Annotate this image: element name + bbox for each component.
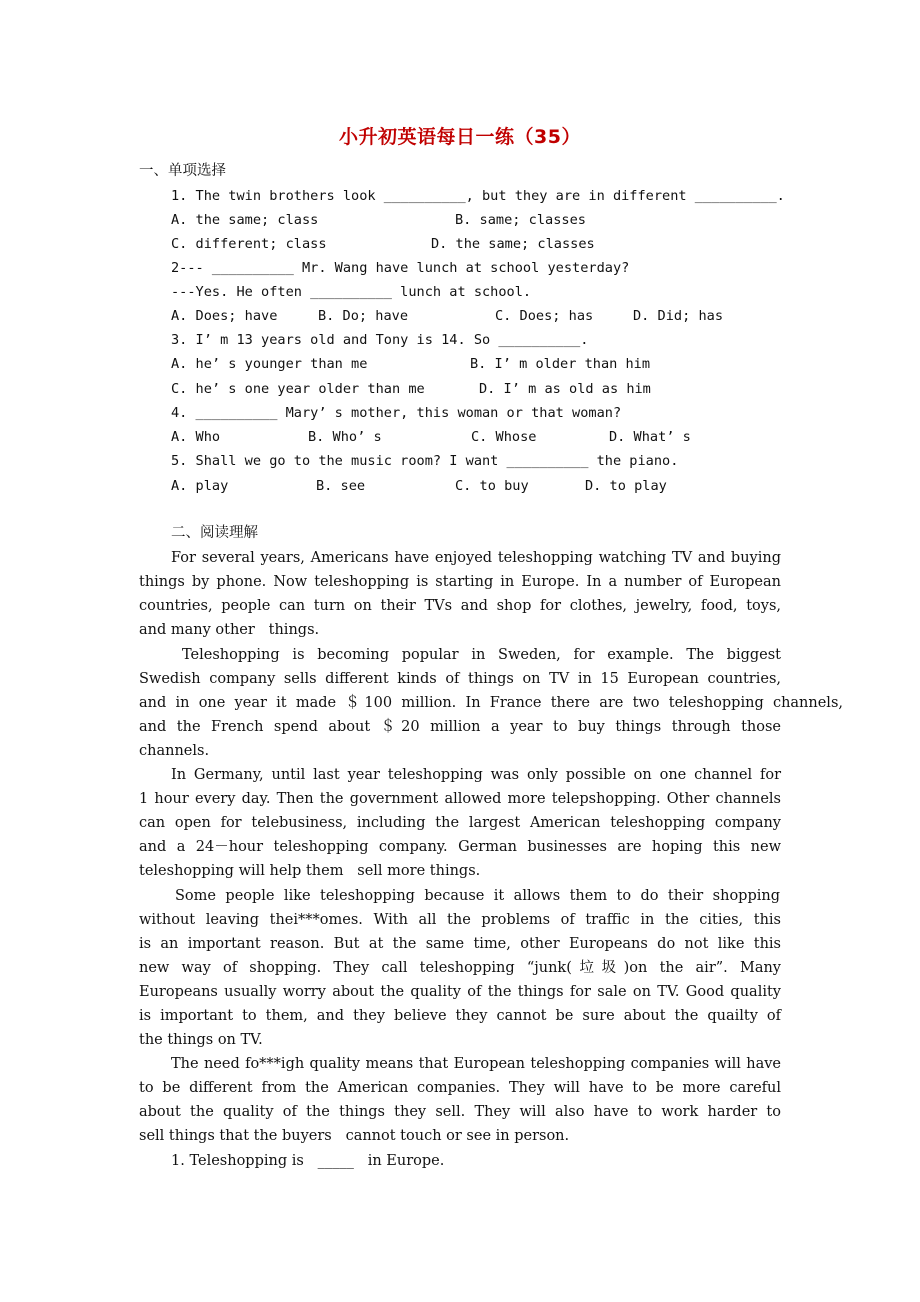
- question-2-stem-response: ---Yes. He often __________ lunch at school.: [171, 284, 532, 300]
- question-2-option-a: A. Does; have: [171, 308, 278, 324]
- question-3-option-b: B. I’ m older than him: [470, 356, 651, 372]
- paragraph-line: and many other things.: [139, 622, 320, 638]
- question-2-option-b: B. Do; have: [318, 308, 409, 324]
- paragraph-line: things by phone. Now teleshopping is starting in Europe. In a number of European: [139, 574, 781, 590]
- question-4-option-b: B. Who’ s: [308, 429, 382, 445]
- question-5-option-b: B. see: [316, 478, 366, 494]
- paragraph-line: and a 24－hour teleshopping company. German businesses are hoping this new: [139, 839, 781, 855]
- question-1-option-d: D. the same; classes: [431, 236, 595, 252]
- question-1-stem: 1. The twin brothers look __________, but they are in different __________.: [171, 188, 785, 204]
- paragraph-line: is an important reason. But at the same time, other Europeans do not like this: [139, 936, 781, 952]
- paragraph-line: For several years, Americans have enjoyed teleshopping watching TV and buying: [171, 550, 781, 566]
- question-3-stem: 3. I’ m 13 years old and Tony is 14. So __________.: [171, 332, 589, 348]
- question-3-option-a: A. he’ s younger than me: [171, 356, 368, 372]
- question-5-option-c: C. to buy: [455, 478, 529, 494]
- question-1-option-a: A. the same; class: [171, 212, 319, 228]
- paragraph-line: without leaving thei***omes. With all the problems of traffic in the cities, this: [139, 912, 781, 928]
- question-5-option-d: D. to play: [585, 478, 667, 494]
- page-title: 小升初英语每日一练（35）: [339, 126, 581, 148]
- paragraph-line: teleshopping will help them sell more things.: [139, 863, 481, 879]
- question-3-option-d: D. I’ m as old as him: [479, 381, 651, 397]
- paragraph-line: In Germany, until last year teleshopping was only possible on one channel for: [171, 767, 781, 783]
- paragraph-line: new way of shopping. They call teleshopping “junk(垃圾)on the air”. Many: [139, 960, 781, 976]
- section-heading-multiple-choice: 一、单项选择: [139, 163, 226, 179]
- question-1-option-b: B. same; classes: [455, 212, 586, 228]
- paragraph-line: can open for telebusiness, including the largest American teleshopping company: [139, 815, 781, 831]
- paragraph-line: 1 hour every day. Then the government allowed more telepshopping. Other channels: [139, 791, 781, 807]
- paragraph-line: channels.: [139, 743, 210, 759]
- question-4-option-c: C. Whose: [471, 429, 537, 445]
- question-4-option-d: D. What’ s: [609, 429, 691, 445]
- paragraph-line: countries, people can turn on their TVs and shop for clothes, jewelry, food, toys,: [139, 598, 781, 614]
- question-1-option-c: C. different; class: [171, 236, 327, 252]
- section-heading-reading: 二、阅读理解: [171, 525, 258, 541]
- question-2-option-d: D. Did; has: [633, 308, 724, 324]
- question-4-option-a: A. Who: [171, 429, 221, 445]
- paragraph-line: about the quality of the things they sell. They will also have to work harder to: [139, 1104, 781, 1120]
- paragraph-line: and the French spend about ＄20 million a year to buy things through those: [139, 719, 781, 735]
- paragraph-line: Teleshopping is becoming popular in Sweden, for example. The biggest: [182, 647, 781, 663]
- question-5-stem: 5. Shall we go to the music room? I want __________ the piano.: [171, 453, 679, 469]
- paragraph-line: and in one year it made ＄100 million. In France there are two teleshopping channels,: [139, 695, 843, 711]
- question-5-option-a: A. play: [171, 478, 229, 494]
- paragraph-line: The need fo***igh quality means that European teleshopping companies will have: [171, 1056, 781, 1072]
- paragraph-line: Swedish company sells different kinds of things on TV in 15 European countries,: [139, 671, 781, 687]
- paragraph-line: the things on TV.: [139, 1032, 263, 1048]
- paragraph-line: is important to them, and they believe they cannot be sure about the quailty of: [139, 1008, 781, 1024]
- paragraph-line: sell things that the buyers cannot touch or see in person.: [139, 1128, 570, 1144]
- question-2-option-c: C. Does; has: [495, 308, 594, 324]
- question-4-stem: 4. __________ Mary’ s mother, this woman or that woman?: [171, 405, 622, 421]
- paragraph-line: to be different from the American companies. They will have to be more careful: [139, 1080, 781, 1096]
- question-3-option-c: C. he’ s one year older than me: [171, 381, 425, 397]
- reading-question-1: 1. Teleshopping is _____ in Europe.: [171, 1153, 445, 1169]
- paragraph-line: Some people like teleshopping because it allows them to do their shopping: [175, 888, 780, 904]
- paragraph-line: Europeans usually worry about the quality of the things for sale on TV. Good quality: [139, 984, 781, 1000]
- question-2-stem: 2--- __________ Mr. Wang have lunch at school yesterday?: [171, 260, 630, 276]
